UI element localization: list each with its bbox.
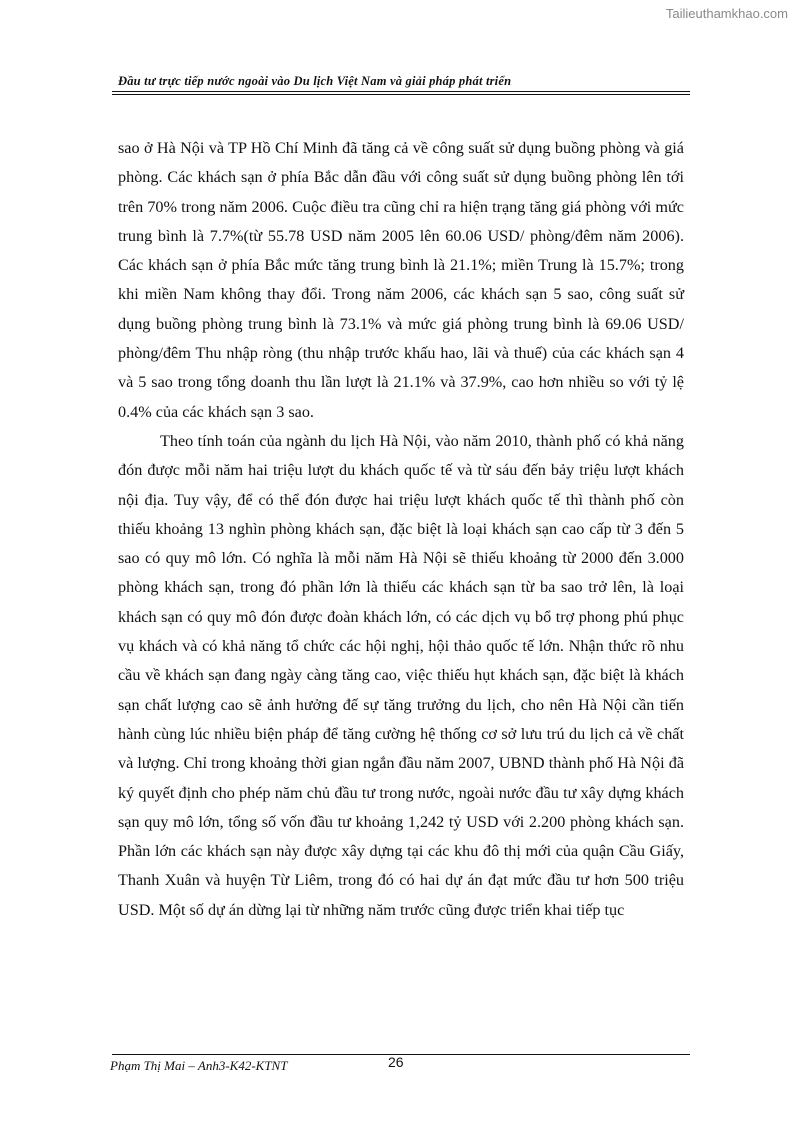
watermark: Tailieuthamkhao.com	[665, 6, 788, 21]
page-number: 26	[388, 1054, 404, 1070]
header-divider	[112, 91, 690, 92]
page-body	[118, 134, 684, 925]
running-header: Đầu tư trực tiếp nước ngoài vào Du lịch Việt Nam và giải pháp phát triển	[118, 74, 512, 88]
header-divider-thin	[112, 94, 690, 95]
paragraph-continued: sao ở Hà Nội và TP Hồ Chí Minh đã tăng cả về công suất sử dụng buồng phòng và giá phòng. Các khách sạn ở phía Bắc dẫn đầu với công suất sử dụng buồng phòng lên tới trên 70% trong năm 2006. Cuộc điều tra cũng chỉ ra hiện trạng tăng giá phòng với mức trung bình là 7.7%(từ 55.78 USD năm 2005 lên 60.06 USD/ phòng/đêm năm 2006). Các khách sạn ở phía Bắc mức tăng trung bình là 21.1%; miền Trung là 15.7%; trong khi miền Nam không thay đổi. Trong năm 2006, các khách sạn 5 sao, công suất sử dụng buồng phòng trung bình là 73.1% và mức giá phòng trung bình là 69.06 USD/ phòng/đêm Thu nhập ròng (thu nhập trước khấu hao, lãi và thuế) của các khách sạn 4 và 5 sao trong tổng doanh thu lần lượt là 21.1% và 37.9%, cao hơn nhiều so với tỷ lệ 0.4% của các khách sạn 3 sao.	[118, 139, 684, 421]
paragraph: Theo tính toán của ngành du lịch Hà Nội, vào năm 2010, thành phố có khả năng đón được mỗi năm hai triệu lượt du khách quốc tế và từ sáu đến bảy triệu lượt khách nội địa. Tuy vậy, để có thể đón được hai triệu lượt khách quốc tế thì thành phố còn thiếu khoảng 13 nghìn phòng khách sạn, đặc biệt là loại khách sạn cao cấp từ 3 đến 5 sao có quy mô lớn. Có nghĩa là mỗi năm Hà Nội sẽ thiếu khoảng từ 2000 đến 3.000 phòng khách sạn, trong đó phần lớn là thiếu các khách sạn từ ba sao trở lên, là loại khách sạn có quy mô đón được đoàn khách lớn, có các dịch vụ bổ trợ phong phú phục vụ khách và có khả năng tổ chức các hội nghị, hội thảo quốc tế lớn. Nhận thức rõ nhu cầu về khách sạn đang ngày càng tăng cao, việc thiếu hụt khách sạn, đặc biệt là khách sạn chất lượng cao sẽ ảnh hưởng đế sự tăng trưởng du lịch, cho nên Hà Nội cần tiến hành cùng lúc nhiều biện pháp để tăng cường hệ thống cơ sở lưu trú du lịch cả về chất và lượng. Chỉ trong khoảng thời gian ngắn đầu năm 2007, UBND thành phố Hà Nội đã ký quyết định cho phép năm chủ đầu tư trong nước, ngoài nước đầu tư xây dựng khách sạn quy mô lớn, tổng số vốn đầu tư khoảng 1,242 tỷ USD với 2.200 phòng khách sạn. Phần lớn các khách sạn này được xây dựng tại các khu đô thị mới của quận Cầu Giấy, Thanh Xuân và huyện Từ Liêm, trong đó có hai dự án đạt mức đầu tư hơn 500 triệu USD. Một số dự án dừng lại từ những năm trước cũng được triển khai tiếp tục	[118, 431, 684, 919]
footer-author: Phạm Thị Mai – Anh3-K42-KTNT	[110, 1058, 288, 1073]
